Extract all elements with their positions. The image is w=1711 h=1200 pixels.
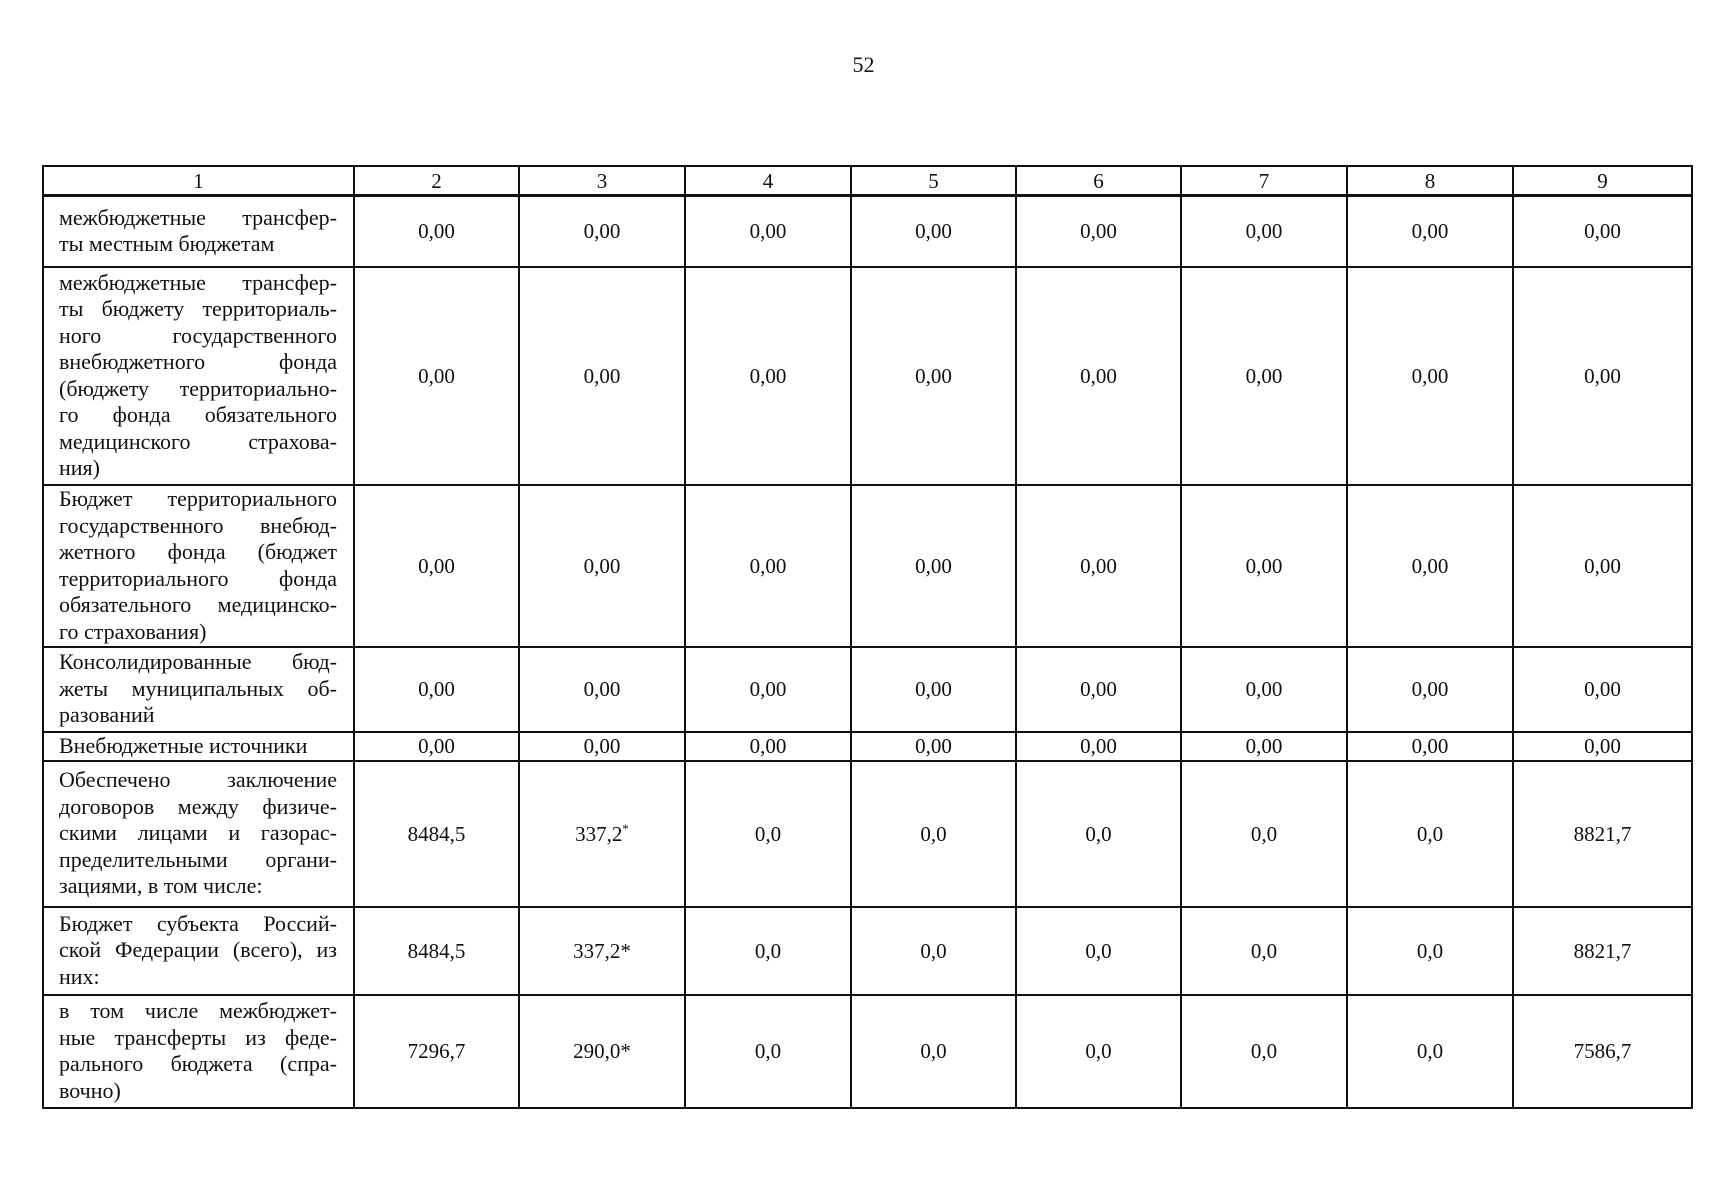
value-cell-col-2: 0,00 bbox=[354, 647, 519, 732]
value-cell-col-5: 0,00 bbox=[851, 485, 1016, 647]
row-label-line: ской Федерации (всего), из bbox=[59, 937, 337, 963]
value-cell-col-4: 0,0 bbox=[685, 907, 851, 995]
data-table bbox=[42, 165, 1693, 1109]
row-label-line: зациями, в том числе: bbox=[59, 873, 263, 899]
value-cell-col-3: 0,00 bbox=[519, 732, 685, 761]
value-cell-col-8: 0,00 bbox=[1347, 267, 1513, 485]
row-label-line: медицинского страхова- bbox=[59, 428, 337, 454]
value-cell-col-4: 0,00 bbox=[685, 647, 851, 732]
row-label-cell bbox=[43, 196, 354, 267]
table-body bbox=[43, 196, 1692, 1108]
row-label-line: вочно) bbox=[59, 1077, 121, 1103]
row-label-line: (бюджету территориально- bbox=[59, 375, 337, 401]
header-cell-col-2: 2 bbox=[354, 166, 519, 196]
value-cell-col-6: 0,00 bbox=[1016, 196, 1181, 267]
value-cell-col-3: 290,0* bbox=[519, 995, 685, 1108]
value-cell-col-9: 0,00 bbox=[1513, 485, 1692, 647]
row-label-line: го фонда обязательного bbox=[59, 402, 337, 427]
value-cell-col-7: 0,00 bbox=[1181, 485, 1347, 647]
value-cell-col-6: 0,0 bbox=[1016, 761, 1181, 907]
row-label-cell bbox=[43, 267, 354, 485]
table-row bbox=[43, 267, 1692, 485]
value-cell-col-9: 0,00 bbox=[1513, 267, 1692, 485]
row-label-cell bbox=[43, 995, 354, 1108]
row-label-line: межбюджетные трансфер- bbox=[59, 269, 337, 295]
table-row bbox=[43, 647, 1692, 732]
footnote-marker: * bbox=[622, 820, 629, 836]
value-cell-col-8: 0,00 bbox=[1347, 647, 1513, 732]
value-cell-col-3: 337,2* bbox=[519, 907, 685, 995]
value-cell-col-6: 0,00 bbox=[1016, 647, 1181, 732]
value-cell-col-7: 0,0 bbox=[1181, 907, 1347, 995]
value-cell-col-9: 8821,7 bbox=[1513, 761, 1692, 907]
value-cell-col-9: 8821,7 bbox=[1513, 907, 1692, 995]
value-cell-col-4: 0,0 bbox=[685, 761, 851, 907]
value-text: 337,2 bbox=[575, 821, 623, 846]
value-cell-col-5: 0,00 bbox=[851, 267, 1016, 485]
table-row bbox=[43, 907, 1692, 995]
row-label-line: скими лицами и газорас- bbox=[59, 820, 337, 846]
header-cell-col-6: 6 bbox=[1016, 166, 1181, 196]
value-cell-col-4: 0,00 bbox=[685, 485, 851, 647]
table-row bbox=[43, 196, 1692, 267]
value-cell-col-5: 0,0 bbox=[851, 761, 1016, 907]
value-cell-col-7: 0,0 bbox=[1181, 995, 1347, 1108]
value-cell-col-2: 7296,7 bbox=[354, 995, 519, 1108]
value-cell-col-3: 0,00 bbox=[519, 485, 685, 647]
header-cell-col-7: 7 bbox=[1181, 166, 1347, 196]
value-cell-col-3: 0,00 bbox=[519, 196, 685, 267]
value-cell-col-7: 0,00 bbox=[1181, 732, 1347, 761]
row-label-line: них: bbox=[59, 963, 100, 989]
value-cell-col-8: 0,00 bbox=[1347, 732, 1513, 761]
value-cell-col-2: 0,00 bbox=[354, 267, 519, 485]
row-label-line: ты бюджету территориаль- bbox=[59, 296, 337, 321]
value-cell-col-2: 8484,5 bbox=[354, 761, 519, 907]
value-cell-col-2: 8484,5 bbox=[354, 907, 519, 995]
row-label-line: внебюджетного фонда bbox=[59, 349, 337, 374]
value-cell-col-5: 0,00 bbox=[851, 196, 1016, 267]
row-label-line: рального бюджета (спра- bbox=[59, 1051, 337, 1076]
page-number: 52 bbox=[852, 52, 875, 77]
value-cell-col-5: 0,0 bbox=[851, 995, 1016, 1108]
header-row bbox=[43, 166, 1692, 196]
value-cell-col-7: 0,0 bbox=[1181, 761, 1347, 907]
header-cell-col-4: 4 bbox=[685, 166, 851, 196]
value-cell-col-5: 0,00 bbox=[851, 732, 1016, 761]
row-label-cell bbox=[43, 761, 354, 907]
value-cell-col-6: 0,0 bbox=[1016, 907, 1181, 995]
value-cell-col-3: 0,00 bbox=[519, 267, 685, 485]
value-cell-col-8: 0,00 bbox=[1347, 196, 1513, 267]
header-cell-col-9: 9 bbox=[1513, 166, 1692, 196]
value-cell-col-4: 0,00 bbox=[685, 267, 851, 485]
row-label-line: ные трансферты из феде- bbox=[59, 1024, 337, 1050]
row-label-line: территориального фонда bbox=[59, 565, 337, 591]
row-label-line: в том числе межбюджет- bbox=[59, 998, 337, 1023]
value-cell-col-4: 0,0 bbox=[685, 995, 851, 1108]
value-cell-col-6: 0,0 bbox=[1016, 995, 1181, 1108]
header-cell-col-5: 5 bbox=[851, 166, 1016, 196]
row-label-line: ты местным бюджетам bbox=[59, 231, 275, 257]
value-cell-col-8: 0,00 bbox=[1347, 485, 1513, 647]
row-label-line: Бюджет субъекта Россий- bbox=[59, 910, 337, 936]
row-label-line: жетного фонда (бюджет bbox=[59, 539, 337, 564]
value-cell-col-7: 0,00 bbox=[1181, 647, 1347, 732]
value-cell-col-9: 0,00 bbox=[1513, 647, 1692, 732]
value-cell-col-6: 0,00 bbox=[1016, 732, 1181, 761]
row-label-line: ния) bbox=[59, 455, 100, 480]
row-label-cell bbox=[43, 907, 354, 995]
value-cell-col-6: 0,00 bbox=[1016, 267, 1181, 485]
value-cell-col-6: 0,00 bbox=[1016, 485, 1181, 647]
value-cell-col-8: 0,0 bbox=[1347, 995, 1513, 1108]
value-cell-col-4: 0,00 bbox=[685, 732, 851, 761]
value-cell-col-8: 0,0 bbox=[1347, 761, 1513, 907]
row-label-cell bbox=[43, 485, 354, 647]
value-cell-col-2: 0,00 bbox=[354, 732, 519, 761]
table-row bbox=[43, 485, 1692, 647]
value-cell-col-4: 0,00 bbox=[685, 196, 851, 267]
row-label-line: Обеспечено заключение bbox=[59, 767, 337, 793]
row-label-line: пределительными органи- bbox=[59, 846, 337, 872]
value-cell-col-8: 0,0 bbox=[1347, 907, 1513, 995]
value-cell-col-7: 0,00 bbox=[1181, 267, 1347, 485]
row-label-line: го страхования) bbox=[59, 618, 207, 644]
value-cell-col-5: 0,00 bbox=[851, 647, 1016, 732]
row-label-cell bbox=[43, 647, 354, 732]
value-cell-col-3 bbox=[519, 761, 685, 907]
value-cell-col-5: 0,0 bbox=[851, 907, 1016, 995]
value-cell-col-9: 0,00 bbox=[1513, 732, 1692, 761]
row-label-line: обязательного медицинско- bbox=[59, 592, 337, 617]
row-label-line: межбюджетные трансфер- bbox=[59, 204, 337, 230]
table-row bbox=[43, 732, 1692, 761]
value-cell-col-9: 7586,7 bbox=[1513, 995, 1692, 1108]
table-row bbox=[43, 995, 1692, 1108]
row-label-line: договоров между физиче- bbox=[59, 793, 337, 819]
row-label-line: Консолидированные бюд- bbox=[59, 649, 337, 675]
row-label-cell bbox=[43, 732, 354, 761]
row-label-line: ного государственного bbox=[59, 322, 337, 348]
value-cell-col-2: 0,00 bbox=[354, 196, 519, 267]
value-cell-col-2: 0,00 bbox=[354, 485, 519, 647]
row-label-line: государственного внебюд- bbox=[59, 512, 337, 538]
value-cell-col-3: 0,00 bbox=[519, 647, 685, 732]
header-cell-col-3: 3 bbox=[519, 166, 685, 196]
row-label-line: разований bbox=[59, 702, 155, 728]
row-label-line: Бюджет территориального bbox=[59, 486, 337, 511]
value-cell-col-7: 0,00 bbox=[1181, 196, 1347, 267]
row-label-line: Внебюджетные источники bbox=[59, 732, 308, 758]
header-cell-col-8: 8 bbox=[1347, 166, 1513, 196]
table-header bbox=[43, 166, 1692, 196]
table-row bbox=[43, 761, 1692, 907]
header-cell-col-1: 1 bbox=[43, 166, 354, 196]
value-cell-col-9: 0,00 bbox=[1513, 196, 1692, 267]
row-label-line: жеты муниципальных об- bbox=[59, 675, 337, 701]
